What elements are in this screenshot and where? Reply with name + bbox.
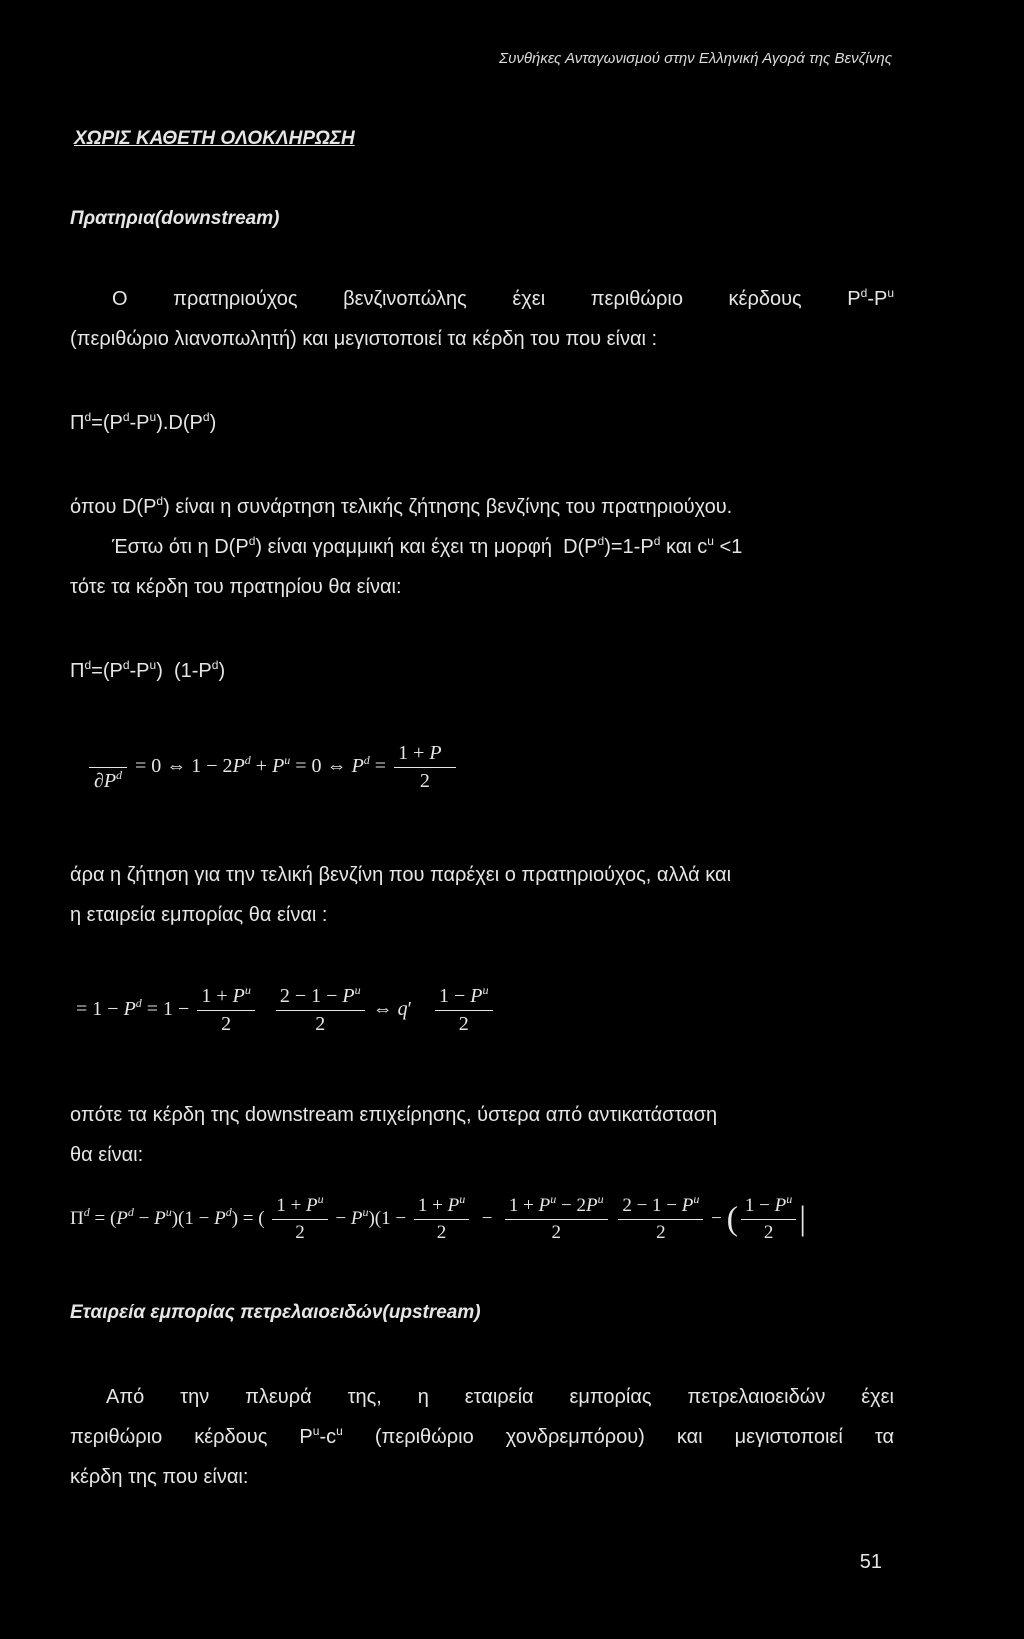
paragraph-4-line-2: θα είναι: [70, 1144, 144, 1166]
page-number: 51 [859, 1551, 882, 1573]
equation-profit-downstream: $\Pi^d=(P^d-P^u).D(P^d)$ [70, 410, 217, 434]
section-heading-downstream: Πρατηρια(downstream) [70, 208, 280, 229]
paragraph-3-line-1: άρα η ζήτηση για την τελική βενζίνη που παρέχει ο πρατηριούχος, αλλά και [70, 864, 732, 886]
section-heading-no-vertical-integration: ΧΩΡΙΣ ΚΑΘΕΤΗ ΟΛΟΚΛΗΡΩΣΗ [74, 128, 355, 149]
paragraph-4-line-1: οπότε τα κέρδη της downstream επιχείρησης, ύστερα από αντικατάσταση [70, 1104, 718, 1126]
equation-first-order-condition: $\partial P^d$ = 0 ⇔ $1 - 2P^d + P^u = 0$ ⇔ $P^d$ = $\frac{1 + P}{2}$ [86, 742, 459, 793]
paragraph-5-line-2: περιθώριο κέρδους $P^u-c^u$ (περιθώριο χονδρεμπόρου) και μεγιστοποιεί τα [70, 1424, 895, 1448]
section-heading-upstream: Εταιρεία εμπορίας πετρελαιοειδών(upstream) [70, 1302, 481, 1323]
paragraph-3-line-2: η εταιρεία εμπορίας θα είναι : [70, 904, 328, 926]
equation-profit-linear: $\Pi^d=(P^d-P^u)$ $(1-P^d)$ [70, 658, 226, 682]
running-header: Συνθήκες Ανταγωνισμού στην Ελληνική Αγορά της Βενζίνης [499, 50, 892, 67]
paragraph-5-line-3: κέρδη της που είναι: [70, 1466, 249, 1488]
paragraph-1-line-2: (περιθώριο λιανοπωλητή) και μεγιστοποιεί τα κέρδη του που είναι : [70, 328, 658, 350]
paragraph-1-line-1: Ο πρατηριούχος βενζινοπώλης έχει περιθώριο κέρδους $P^d-P^u$ [112, 286, 894, 310]
paragraph-2-line-2: Έστω ότι η $D(P^d)$ είναι γραμμική και έχει τη μορφή $D(P^d)=1-P^d$ και $c^u <1$ [112, 534, 743, 558]
paragraph-2-line-3: τότε τα κέρδη του πρατηρίου θα είναι: [70, 576, 402, 598]
equation-demand: = $1 - P^d = 1$ − $\frac{1 + P^u}{2}$ $\frac{2 - 1 - P^u}{2}$ ⇔ q′ $\frac{1 - P^u}{2}$ [76, 985, 496, 1036]
paragraph-5-line-1: Από την πλευρά της, η εταιρεία εμπορίας πετρελαιοειδών έχει [106, 1386, 894, 1408]
paragraph-2-line-1: όπου $D(P^d)$ είναι η συνάρτηση τελικής ζήτησης βενζίνης του πρατηριούχου. [70, 494, 733, 518]
equation-profit-substituted: $\Pi^d = (P^d - P^u)(1 - P^d)$ = ( $\frac{1 + P^u}{2}$ − $P^u)(1$ − $\frac{1 + P^u}{2}$ − $\frac{1 + P^u - 2P^u}{2}$ $\frac{2 - 1 - P^u}{2}$ − ( $\frac{1 - P^u}{2}$ | [70, 1192, 807, 1243]
